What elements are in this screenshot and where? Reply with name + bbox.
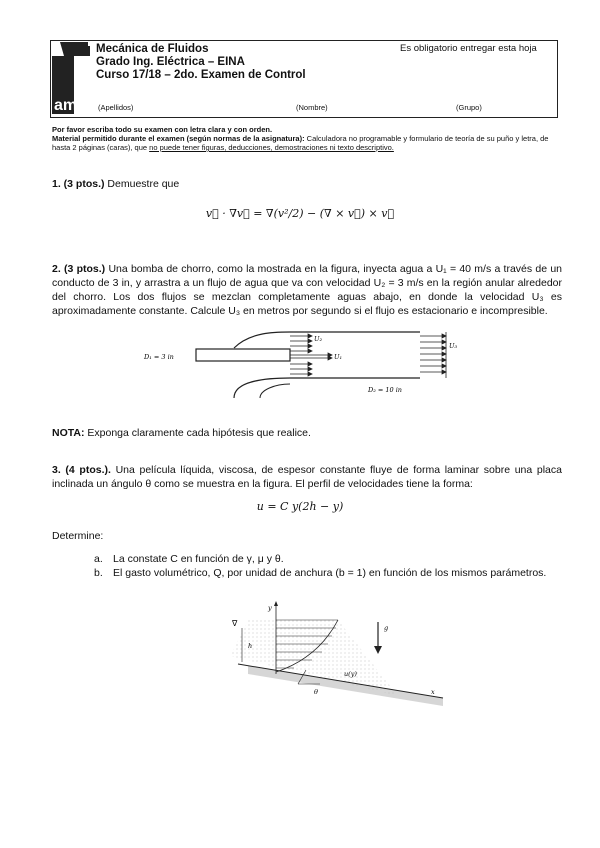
q3-equation: u = C y(2h − y) (256, 500, 344, 513)
q1-label: 1. (3 ptos.) (52, 178, 105, 190)
u1-label: U₁ (334, 353, 343, 361)
q3-text: Una película líquida, viscosa, de espesor constante fluye de forma laminar sobre una placa inclinada un ángulo θ como se muestra en la figura. El perfil de velocidades tiene la forma: (52, 464, 562, 490)
nota-label: NOTA: (52, 427, 85, 439)
name-field[interactable]: (Nombre) (296, 103, 328, 112)
x-axis-label: x (431, 688, 435, 696)
theta-label: θ (314, 688, 318, 696)
item-b-marker: b. (94, 567, 103, 579)
group-field[interactable]: (Grupo) (456, 103, 482, 112)
u-profile-label: u(y) (344, 670, 357, 678)
question-1 (52, 177, 562, 191)
u3-label: U₃ (449, 342, 458, 350)
y-axis-label: y (268, 604, 272, 612)
q1-equation: v⃗ · ∇v⃗ = ∇(v²/2) − (∇ × v⃗) × v⃗ (205, 207, 395, 220)
q1-text: Demuestre que (104, 178, 180, 190)
q2-text: Una bomba de chorro, como la mostrada en la figura, inyecta agua a U₁ = 40 m/s a través de un conducto de 3 in, y arrastra a un flujo de agua que va con velocidad U₂ = 3 m/s en la región anular alrededor del chorro. Los dos flujos se mezclan completamente aguas abajo, en donde la velocidad U₃ es aproximadamente constante. Calcule U₃ en metros por segundo si el flujo es estacionario e incompresible. (52, 263, 562, 317)
nota-text: Exponga claramente cada hipótesis que realice. (84, 427, 311, 439)
question-3 (52, 463, 562, 491)
question-2 (52, 262, 562, 318)
d1-label: D₁ = 3 in (144, 353, 174, 361)
g-label: g (384, 624, 389, 632)
course-title: Mecánica de Fluidos (96, 43, 209, 55)
inclined-film-figure (228, 600, 448, 706)
u2-label: U₂ (314, 335, 323, 343)
item-a: La constate C en función de γ, μ y θ. (113, 553, 284, 565)
surname-field[interactable]: (Apellidos) (98, 103, 134, 112)
d2-label: D₂ = 10 in (368, 386, 402, 394)
instruction-underline: no puede tener figuras, deducciones, demostraciones ni texto descriptivo. (149, 143, 394, 152)
item-b: El gasto volumétrico, Q, por unidad de anchura (b = 1) en función de los mismos parámetros. (113, 567, 547, 579)
h-label: h (248, 642, 253, 650)
item-a-marker: a. (94, 553, 103, 565)
instruction-line2 (52, 134, 562, 152)
q2-label: 2. (3 ptos.) (52, 263, 106, 275)
instruction-bold: Material permitido durante el examen (según normas de la asignatura): (52, 134, 305, 143)
determine-label: Determine: (52, 530, 104, 542)
degree-title: Grado Ing. Eléctrica – EINA (96, 56, 245, 68)
exam-title: Curso 17/18 – 2do. Examen de Control (96, 69, 306, 81)
instruction-rest: Calculadora no programable y formulario de teoría de su puño y letra, de hasta 2 páginas (caras), que (52, 134, 549, 152)
logo-text: amf (54, 97, 83, 114)
nota (52, 426, 562, 440)
amf-logo (52, 42, 92, 114)
free-surface-icon: ∇ (232, 619, 238, 628)
jet-pump-figure (140, 328, 470, 404)
q3-label: 3. (4 ptos.). (52, 464, 111, 476)
mandatory-note: Es obligatorio entregar esta hoja (400, 43, 537, 54)
instruction-line1: Por favor escriba todo su examen con letra clara y con orden. (52, 125, 273, 134)
